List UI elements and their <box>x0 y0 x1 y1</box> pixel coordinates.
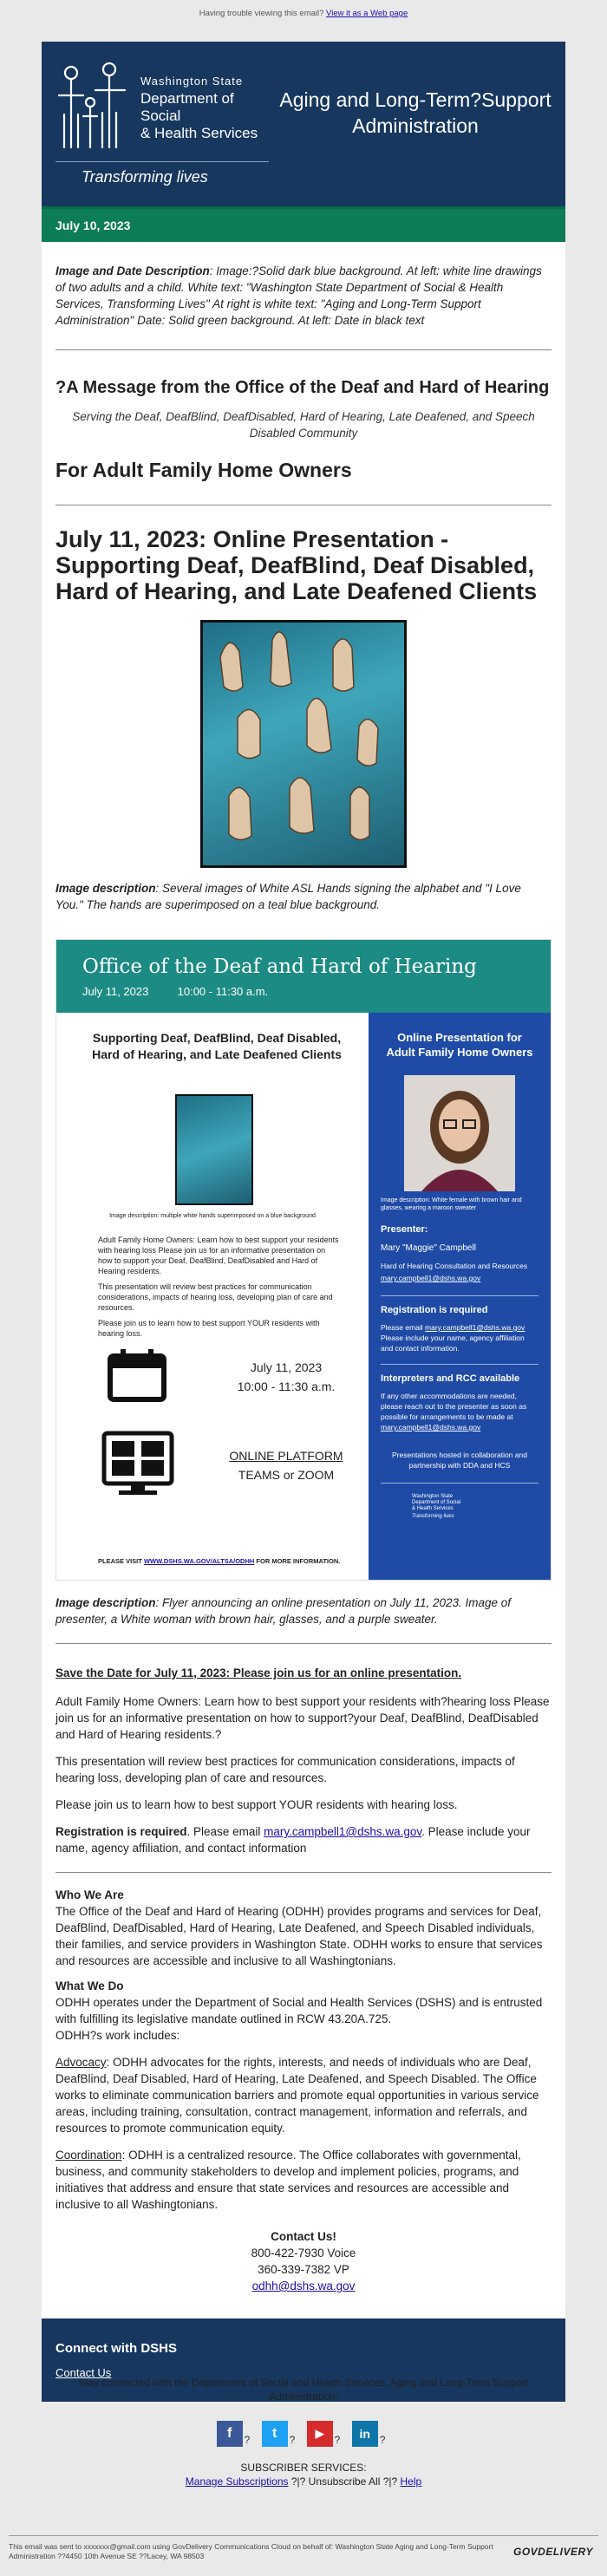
image-desc-label: Image and Date Description <box>55 264 210 277</box>
help-link[interactable]: Help <box>400 2475 422 2488</box>
video-conference-icon <box>101 1431 174 1497</box>
mini-logo-line-1: Washington State <box>412 1494 454 1499</box>
presenter-role: Hard of Hearing Consultation and Resources <box>381 1262 528 1270</box>
message-heading: ?A Message from the Office of the Deaf and Hard of Hearing <box>55 378 550 397</box>
presenter-name: Mary "Maggie" Campbell <box>381 1243 476 1253</box>
save-date-p3: Please join us to learn how to best support YOUR residents with hearing loss. <box>55 1798 458 1811</box>
presenter-portrait <box>404 1075 515 1191</box>
email-body <box>42 42 565 2402</box>
about-section <box>42 1873 565 2294</box>
flyer-visit-line <box>98 1557 358 1565</box>
flyer-desc-label: Image description <box>55 1596 156 1609</box>
reg-text-2: Please include your name, agency affiliation and contact information. <box>381 1334 525 1353</box>
logo-dept-text <box>140 90 271 142</box>
connect-heading: Connect with DSHS <box>55 2341 178 2356</box>
flyer-platform: ONLINE PLATFORM <box>229 1449 343 1463</box>
flyer-desc-text: : Flyer announcing an online presentation on July 11, 2023. Image of presenter, a White woman with brown hair, glasses, and a purple sweater. <box>55 1596 512 1626</box>
reg-email-link[interactable]: mary.campbell1@dshs.wa.gov <box>425 1323 525 1332</box>
family-figures-icon <box>55 61 134 156</box>
interpreters-text <box>381 1391 538 1432</box>
asl-hands-image <box>200 620 407 868</box>
panel-divider <box>381 1364 538 1365</box>
flyer-description <box>98 1235 341 1339</box>
presenter-photo-caption: Image description: White female with brown hair and glasses, wearing a maroon sweater <box>381 1197 522 1211</box>
flyer-mini-logo <box>412 1494 507 1520</box>
unsubscribe-text: ?|? Unsubscribe All ?|? <box>290 2475 398 2488</box>
mini-logo-line-2: Department of Social <box>412 1500 461 1505</box>
mini-logo-line-3: & Health Services <box>412 1506 454 1511</box>
flyer-para-3: Please join us to learn how to best support YOUR residents with hearing loss. <box>98 1319 320 1338</box>
interp-email-link[interactable]: mary.campbell1@dshs.wa.gov <box>381 1423 481 1431</box>
calendar-icon <box>107 1347 167 1403</box>
flyer-office-title: Office of the Deaf and Hard of Hearing <box>82 955 477 978</box>
separator: ? <box>379 2434 386 2446</box>
youtube-icon[interactable]: ▶ <box>307 2421 333 2447</box>
logo-tagline: Transforming lives <box>82 168 208 186</box>
dshs-logo <box>55 57 271 187</box>
message-subtitle: Serving the Deaf, DeafBlind, DeafDisabled, Hard of Hearing, Late Deafened, and Speech Disabled Community <box>72 410 535 440</box>
collab-text: Presentations hosted in collaboration and partnership with DDA and HCS <box>392 1451 527 1470</box>
what-text: ODHH operates under the Department of Social and Health Services (DSHS) and is entrusted with fulfilling its legislative mandate outlined in RCW 43.20A.725. <box>55 1996 543 2025</box>
logo-state-text: Washington State <box>140 75 244 88</box>
save-date-heading: Save the Date for July 11, 2023: Please join us for an online presentation. <box>55 1666 462 1679</box>
social-links <box>42 2421 565 2447</box>
asl-hands-illustration <box>203 623 404 865</box>
mini-logo-tag: Transforming lives <box>412 1514 454 1519</box>
linkedin-icon[interactable]: in <box>352 2421 378 2447</box>
footer-divider <box>9 2535 598 2536</box>
view-web-page-link[interactable]: View it as a Web page <box>326 9 408 18</box>
flyer-description-section <box>42 1581 565 1643</box>
flyer-platform-sub: TEAMS or ZOOM <box>238 1468 335 1482</box>
save-reg-bold: Registration is required <box>55 1825 187 1838</box>
flyer-cal-date: July 11, 2023 <box>250 1360 323 1374</box>
subscriber-label: SUBSCRIBER SERVICES: <box>240 2462 367 2474</box>
interp-text: If any other accommodations are needed, please reach out to the presenter as soon as possible for arrangements to be made at <box>381 1392 527 1421</box>
what-text-2: ODHH?s work includes: <box>55 2029 180 2042</box>
audience-heading: For Adult Family Home Owners <box>55 459 352 481</box>
flyer-calendar-text <box>221 1358 351 1396</box>
twitter-icon[interactable]: t <box>262 2421 288 2447</box>
separator: ? <box>334 2434 341 2446</box>
panel-divider <box>381 1295 538 1296</box>
save-reg-text-1: . Please email <box>186 1825 261 1838</box>
advocacy-para <box>55 2054 552 2136</box>
what-heading: What We Do <box>55 1979 124 1992</box>
message-section <box>42 350 565 505</box>
contact-block <box>55 2228 552 2294</box>
flyer-date-time <box>82 985 268 998</box>
advocacy-text: : ODHH advocates for the rights, interests, and needs of individuals who are Deaf, DeafBlind, Deaf Disabled, Hard of Hearing, Late Deafened, and Speech Disabled. The Office works to eliminate communication barriers and promote equal opportunities in various service areas, including training, consultation, contract management, information and referrals, and resources to promote communication equity. <box>55 2056 539 2135</box>
subscriber-links <box>42 2475 565 2488</box>
flyer-para-1: Adult Family Home Owners: Learn how to best support your residents with hearing loss Please join us for an informative presentation on how to support your Deaf, DeafBlind, DeafDisabled and Hard of Hearing residents. <box>98 1236 339 1275</box>
date-band <box>42 206 565 242</box>
manage-subscriptions-link[interactable]: Manage Subscriptions <box>185 2475 289 2488</box>
registration-text <box>381 1322 538 1353</box>
flyer-banner <box>56 940 551 1013</box>
header-banner <box>42 42 565 206</box>
coordination-text: : ODHH is a centralized resource. The Office collaborates with governmental, business, and community stakeholders to develop and implement policies, programs, and initiatives that address and ensure that state services and resources are accessible and inclusive to all Washingtonians. <box>55 2149 521 2211</box>
event-section <box>42 505 565 913</box>
registration-label: Registration is required <box>381 1305 488 1315</box>
who-text: The Office of the Deaf and Hard of Hearing (ODHH) provides programs and services for Deaf, DeafBlind, DeafDisabled, Hard of Hearing, Late Deafened, and Speech Disabled individuals, their families, and service providers in Washington State. ODHH works to ensure that services and resources are accessible and inclusive to all Washingtonians. <box>55 1905 543 1967</box>
image-date-description <box>42 242 565 349</box>
contact-us-link[interactable]: Contact Us <box>55 2366 112 2379</box>
save-reg-text-2: . Please include your name, agency affiliation, and contact information <box>55 1825 531 1855</box>
contact-email-link[interactable]: odhh@dshs.wa.gov <box>251 2279 356 2292</box>
save-date-p2: This presentation will review best practices for communication considerations, impacts of hearing loss, developing plan of care and resources. <box>55 1755 515 1784</box>
flyer-main-title: Supporting Deaf, DeafBlind, Deaf Disabled, Hard of Hearing, and Late Deafened Clients <box>92 1031 342 1061</box>
flyer-cal-time: 10:00 - 11:30 a.m. <box>237 1379 336 1393</box>
event-title: July 11, 2023: Online Presentation - Supporting Deaf, DeafBlind, Deaf Disabled, Hard of Hearing, and Late Deafened Clients <box>55 526 538 604</box>
coordination-para <box>55 2147 552 2213</box>
image-desc-text: : Image:?Solid dark blue background. At left: white line drawings of two adults and a child. White text: "Washington State Department of Social & Health Services, Transforming Lives" At right is white text: "Aging and Long-Term Support Administration" Date: Solid green background. At left: Date in black text <box>55 264 542 327</box>
logo-dept-line-2: & Health Services <box>140 125 258 141</box>
header-title: Aging and Long-Term?Support Administration <box>279 88 552 137</box>
reg-text-1: Please email <box>381 1323 423 1332</box>
save-date-section <box>42 1644 565 1856</box>
event-flyer <box>55 939 552 1581</box>
footer <box>42 2376 565 2488</box>
stay-connected-text: Stay connected with the Department of Social and Health Services, Aging and Long-Term Support Administration: <box>78 2377 529 2403</box>
advocacy-label: Advocacy <box>55 2056 107 2069</box>
hands-desc-label: Image description <box>55 882 156 895</box>
presenter-email-link[interactable]: mary.campbell1@dshs.wa.gov <box>381 1274 481 1282</box>
save-date-registration <box>55 1823 552 1856</box>
issue-date: July 10, 2023 <box>55 218 131 232</box>
presenter-photo <box>404 1075 515 1191</box>
contact-voice: 800-422-7930 Voice <box>251 2247 356 2260</box>
save-reg-email-link[interactable]: mary.campbell1@dshs.wa.gov <box>264 1825 422 1838</box>
contact-heading: Contact Us! <box>271 2230 336 2243</box>
flyer-visit-prefix: PLEASE VISIT <box>98 1557 142 1565</box>
flyer-hands-thumbnail <box>175 1094 253 1205</box>
save-date-p1: Adult Family Home Owners: Learn how to best support your residents with?hearing loss Please join us for an informative presentation on how to support?your Deaf, DeafBlind, DeafDisabled and Hard of Hearing residents.? <box>55 1695 550 1741</box>
sent-to-text: This email was sent to xxxxxxx@gmail.com using GovDelivery Communications Cloud on behalf of: Washington State Aging and Long-Term Support Administration ??4450 10th Avenue SE ??Lacey, WA 98503 <box>9 2542 493 2560</box>
trouble-text: Having trouble viewing this email? <box>199 9 324 18</box>
flyer-presenter-panel <box>369 1013 551 1580</box>
contact-vp: 360-339-7382 VP <box>258 2263 349 2276</box>
coordination-label: Coordination <box>55 2149 122 2162</box>
govdelivery-logo: GOVDELIVERY <box>513 2546 593 2558</box>
hands-desc-text: : Several images of White ASL Hands signing the alphabet and "I Love You." The hands are superimposed on a teal blue background. <box>55 882 521 911</box>
who-heading: Who We Are <box>55 1888 124 1901</box>
logo-dept-line-1: Department of Social <box>140 90 234 124</box>
flyer-visit-link[interactable]: WWW.DSHS.WA.GOV/ALTSA/ODHH <box>143 1557 255 1565</box>
flyer-time: 10:00 - 11:30 a.m. <box>177 985 269 998</box>
flyer-platform-text <box>221 1446 351 1484</box>
flyer-right-title: Online Presentation for Adult Family Home Owners <box>386 1031 533 1059</box>
presenter-label: Presenter: <box>381 1224 428 1235</box>
panel-divider <box>381 1483 538 1484</box>
logo-divider <box>55 161 269 162</box>
flyer-date: July 11, 2023 <box>82 985 149 998</box>
facebook-icon[interactable]: f <box>217 2421 243 2447</box>
separator: ? <box>244 2434 251 2446</box>
interpreters-label: Interpreters and RCC available <box>381 1373 520 1384</box>
flyer-visit-suffix: FOR MORE INFORMATION. <box>256 1557 341 1565</box>
separator: ? <box>289 2434 296 2446</box>
flyer-img-caption: Image description: multiple white hands superimposed on a blue background <box>109 1213 316 1219</box>
flyer-para-2: This presentation will review best practices for communication considerations, impacts of hearing loss, developing plan of care and resources. <box>98 1282 333 1312</box>
trouble-viewing-note <box>0 0 607 19</box>
